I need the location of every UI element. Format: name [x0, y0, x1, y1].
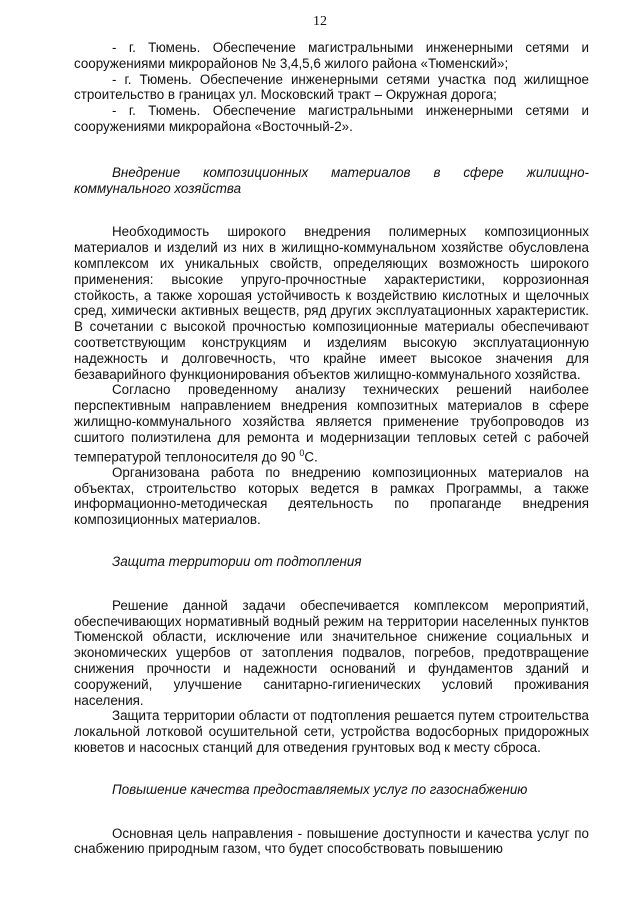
temp-unit: С. [304, 449, 318, 464]
paragraph: Защита территории области от подтопления решается путем строительства локальной лотковой осушительной сети, устройства водосборных придорожных кюветов и насосных станций для отведения грунтовых вод к месту сброса. [74, 708, 589, 755]
degree-sup: 0 [299, 447, 305, 458]
section-heading: Внедрение композиционных материалов в сфере жилищно-коммунального хозяйства [74, 164, 589, 196]
paragraph [74, 382, 589, 464]
page-number: 12 [313, 14, 327, 29]
paragraph-text: Согласно проведенному анализу технических решений наиболее перспективным направлением внедрения композитных материалов в сфере жилищно-коммунального хозяйства является применение трубопроводов из сшитого полиэтилена для ремонта и модернизации тепловых сетей с рабочей температурой теплоносителя до 90 [74, 382, 589, 464]
paragraph: Необходимость широкого внедрения полимерных композиционных материалов и изделий из них в жилищно-коммунальном хозяйстве обусловлена комплексом их уникальных свойств, определяющих возможность широкого применения: высокие упруго-прочностные характеристики, коррозионная стойкость, а также хорошая устойчивость к воздействию кислотных и щелочных сред, химически активных веществ, ряд других эксплуатационных характеристик. В сочетании с высокой прочностью композиционные материалы обеспечивают соответствующим конструкциям и изделиям высокую эксплуатационную надежность и долговечность, что крайне имеет высокое значения для безаварийного функционирования объектов жилищно-коммунального хозяйства. [74, 224, 589, 382]
list-item: - г. Тюмень. Обеспечение магистральными инженерными сетями и сооружениями микрорайона «Восточный-2». [74, 103, 589, 134]
list-item: - г. Тюмень. Обеспечение магистральными инженерными сетями и сооружениями микрорайонов № 3,4,5,6 жилого района «Тюменский»; [74, 40, 589, 71]
list-item: - г. Тюмень. Обеспечение инженерными сетями участка под жилищное строительство в границах ул. Московский тракт – Окружная дорога; [74, 71, 589, 103]
section-heading: Повышение качества предоставляемых услуг по газоснабжению [112, 781, 528, 797]
document-body [74, 40, 589, 857]
paragraph: Решение данной задачи обеспечивается комплексом мероприятий, обеспечивающих нормативный водный режим на территории населенных пунктов Тюменской области, исключение или значительное снижение социальных и экономических ущербов от затопления подвалов, погребов, предотвращение снижения прочности и надежности оснований и фундаментов зданий и сооружений, улучшение санитарно-гигиенических условий проживания населения. [74, 597, 589, 708]
paragraph: Основная цель направления - повышение доступности и качества услуг по снабжению природным газом, что будет способствовать повышению [74, 825, 589, 857]
paragraph: Организована работа по внедрению композиционных материалов на объектах, строительство которых ведется в рамках Программы, а также информационно-методическая деятельность по пропаганде внедрения композиционных материалов. [74, 464, 589, 528]
section-heading: Защита территории от подтопления [112, 553, 362, 569]
